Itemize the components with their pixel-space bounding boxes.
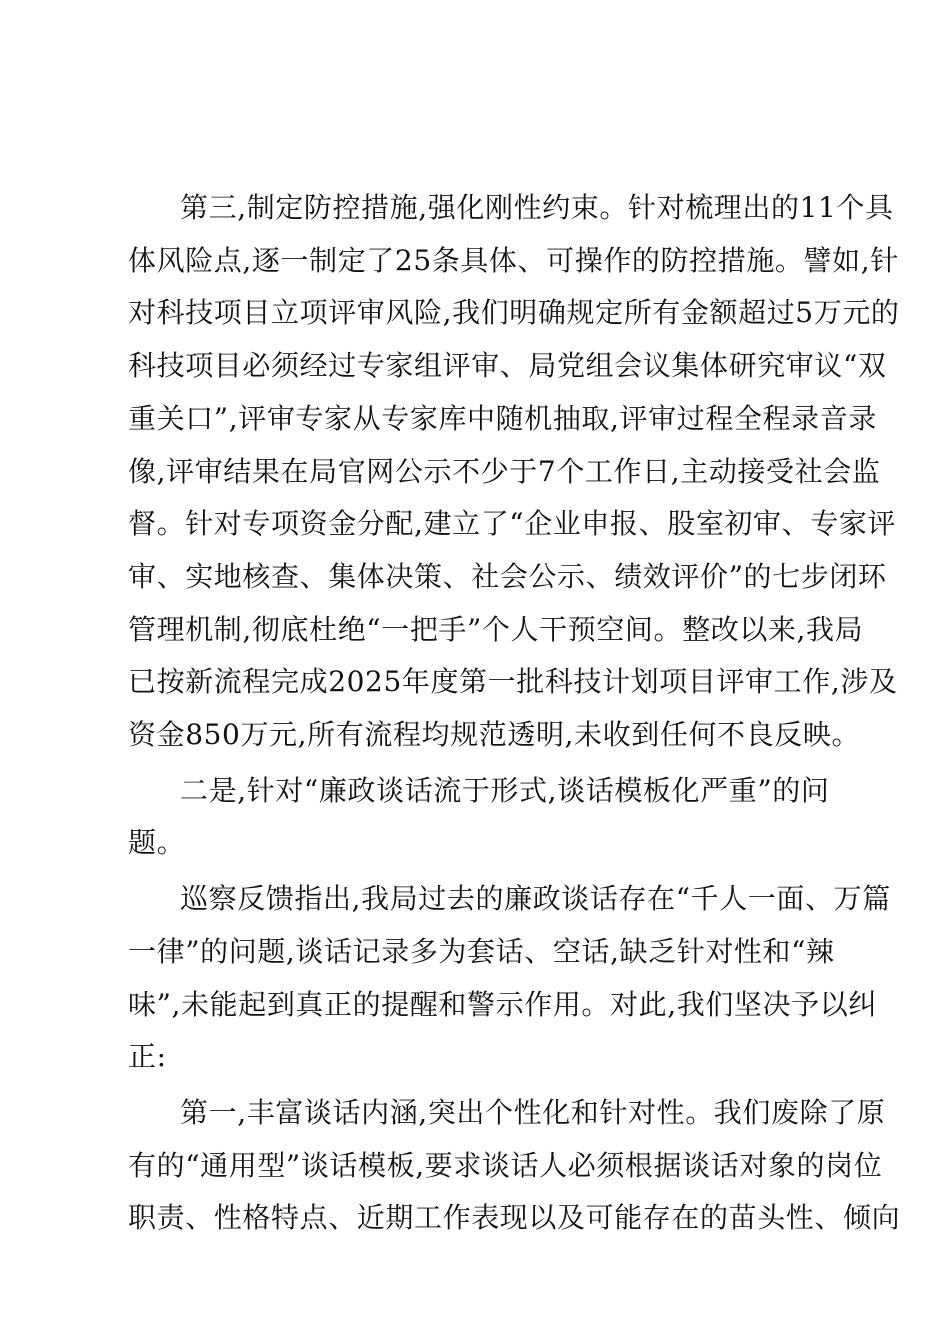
text-line: 有的“通用型”谈话模板,要求谈话人必须根据谈话对象的岗位	[128, 1148, 883, 1182]
text-line: 第三,制定防控措施,强化刚性约束。针对梳理出的11个具	[180, 191, 894, 224]
paragraph-enrich-talks	[128, 1087, 901, 1245]
document-body	[128, 182, 901, 1248]
paragraph-prevention-measures	[128, 182, 900, 762]
text-line: 体风险点,逐一制定了25条具体、可操作的防控措施。譬如,针	[128, 243, 899, 277]
text-line: 巡察反馈指出,我局过去的廉政谈话存在“千人一面、万篇	[180, 882, 891, 916]
paragraph-issue-two-heading	[128, 765, 828, 870]
text-line: 科技项目必须经过专家组评审、局党组会议集体研究审议“双	[128, 349, 887, 383]
text-line: 一律”的问题,谈话记录多为套话、空话,缺乏针对性和“辣	[128, 934, 835, 968]
text-line: 职责、性格特点、近期工作表现以及可能存在的苗头性、倾向	[128, 1201, 901, 1235]
text-line: 督。针对专项资金分配,建立了“企业申报、股室初审、专家评	[128, 507, 897, 541]
text-line: 像,评审结果在局官网公示不少于7个工作日,主动接受社会监	[128, 454, 881, 488]
text-line: 第一,丰富谈话内涵,突出个性化和针对性。我们废除了原	[180, 1095, 886, 1129]
text-line: 对科技项目立项评审风险,我们明确规定所有金额超过5万元的	[128, 296, 900, 330]
text-line: 管理机制,彻底杜绝“一把手”个人干预空间。整改以来,我局	[128, 612, 864, 646]
text-line: 重关口”,评审专家从专家库中随机抽取,评审过程全程录音录	[128, 401, 877, 435]
text-line: 审、实地核查、集体决策、社会公示、绩效评价”的七步闭环	[128, 559, 887, 593]
text-line: 已按新流程完成2025年度第一批科技计划项目评审工作,涉及	[128, 665, 898, 699]
text-line: 正:	[128, 1040, 167, 1074]
paragraph-inspection-feedback	[128, 873, 891, 1084]
text-line: 味”,未能起到真正的提醒和警示作用。对此,我们坚决予以纠	[128, 987, 877, 1021]
text-line: 资金850万元,所有流程均规范透明,未收到任何不良反映。	[128, 718, 861, 752]
text-line: 题。	[128, 826, 186, 860]
text-line: 二是,针对“廉政谈话流于形式,谈话模板化严重”的问	[180, 773, 830, 807]
